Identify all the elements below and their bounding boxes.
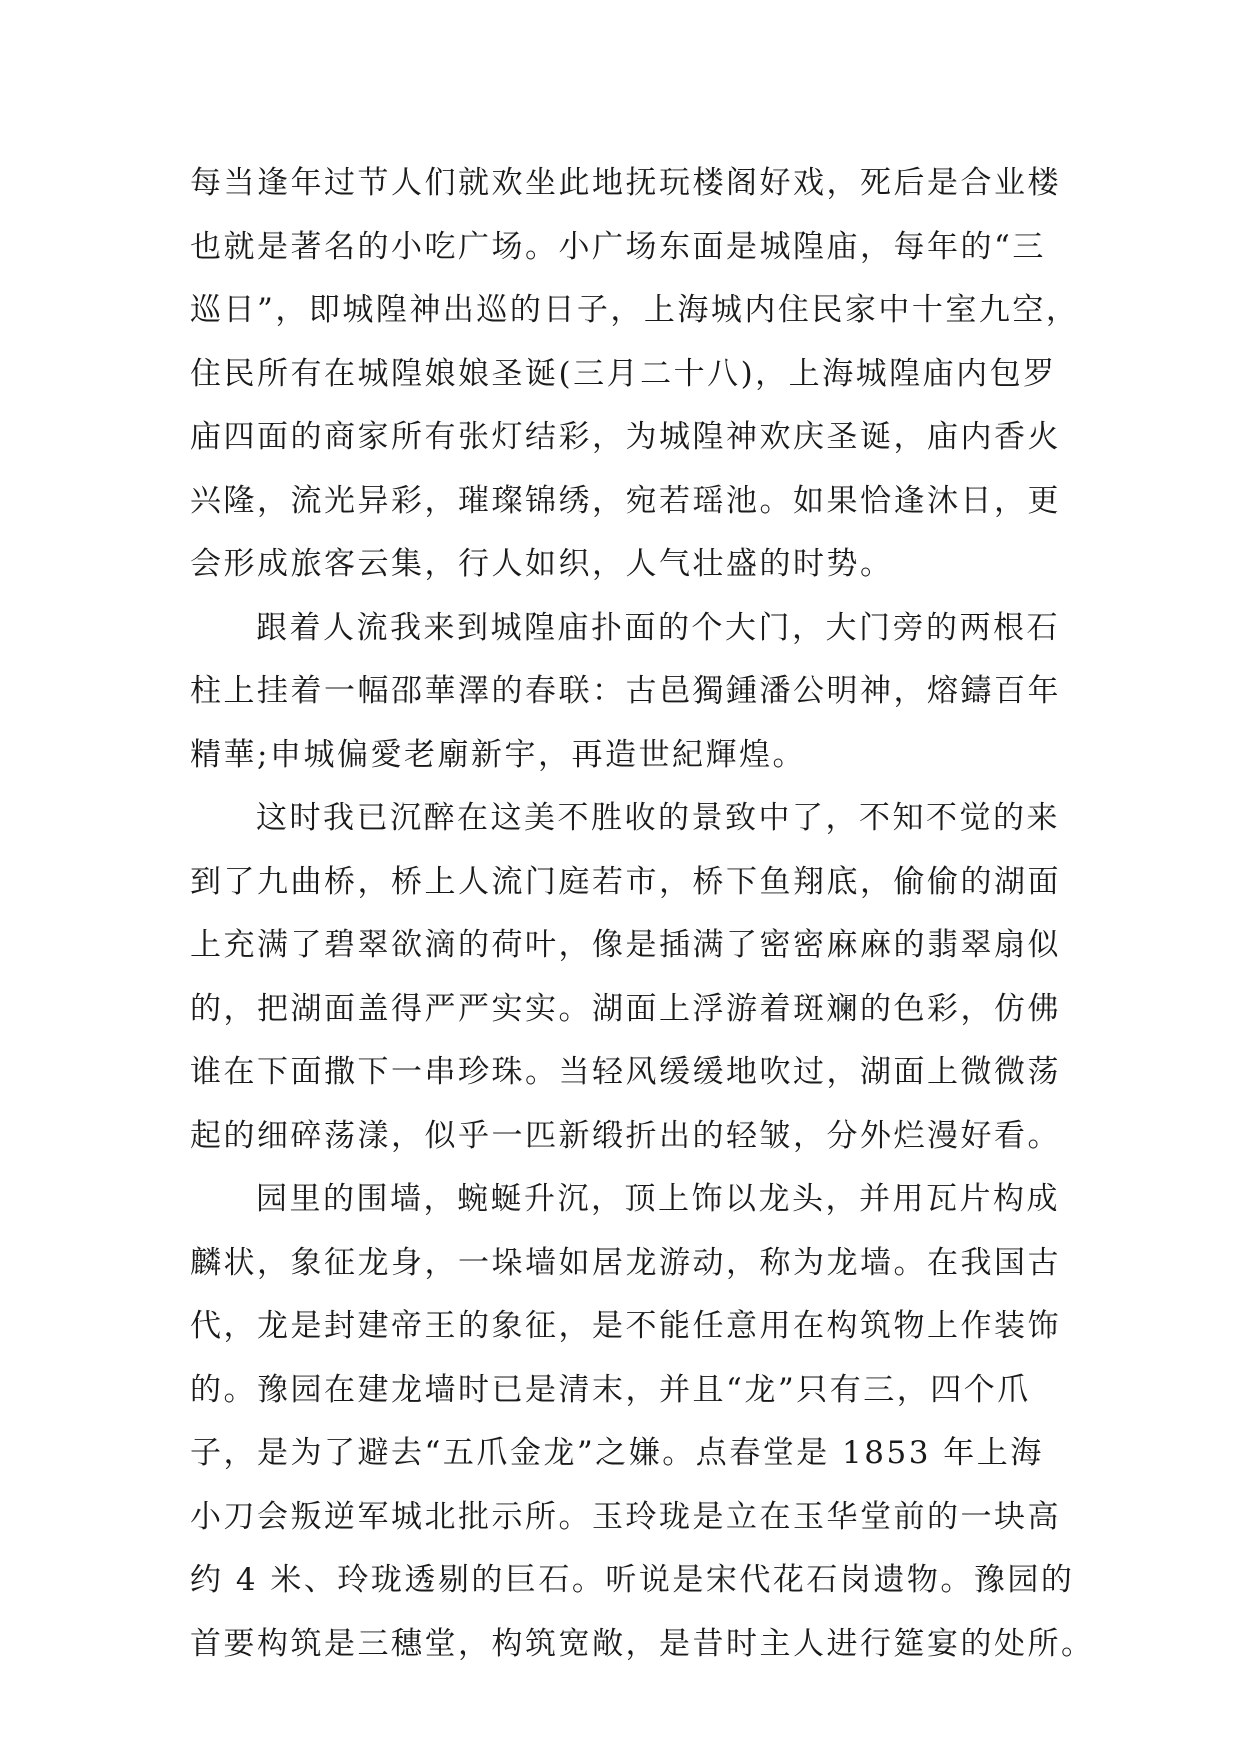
text-line: 住民所有在城隍娘娘圣诞(三月二十八)，上海城隍庙内包罗 [190,355,1057,392]
text-line: 约 4 米、玲珑透剔的巨石。听说是宋代花石岗遗物。豫园的 [190,1562,1075,1598]
text-line: 也就是著名的小吃广场。小广场东面是城隍庙，每年的“三 [190,228,1046,265]
text-line: 麟状，象征龙身，一垛墙如居龙游动，称为龙墙。在我国古 [190,1244,1061,1281]
text-line: 首要构筑是三穗堂，构筑宽敞，是昔时主人进行筵宴的处所。 [190,1625,1095,1662]
text-line: 兴隆，流光异彩，璀璨锦绣，宛若瑶池。如果恰逢沐日，更 [190,482,1061,519]
text-line: 巡日”，即城隍神出巡的日子，上海城内住民家中十室九空， [190,292,1080,328]
text-line: 柱上挂着一幅邵華澤的春联：古邑獨鍾潘公明神，熔鑄百年 [190,673,1061,709]
text-line: 上充满了碧翠欲滴的荷叶，像是插满了密密麻麻的翡翠扇似 [190,927,1061,963]
paragraph-first-line: 这时我已沉醉在这美不胜收的景致中了，不知不觉的来 [256,800,1060,836]
text-line: 的，把湖面盖得严严实实。湖面上浮游着斑斓的色彩，仿佛 [190,990,1061,1027]
text-line: 代，龙是封建帝王的象征，是不能任意用在构筑物上作装饰 [190,1308,1061,1344]
paragraph-first-line: 跟着人流我来到城隍庙扑面的个大门，大门旁的两根石 [256,609,1060,646]
text-line: 到了九曲桥，桥上人流门庭若市，桥下鱼翔底，偷偷的湖面 [190,863,1061,900]
text-line: 起的细碎荡漾，似乎一匹新缎折出的轻皱，分外烂漫好看。 [190,1117,1061,1154]
text-line: 子，是为了避去“五爪金龙”之嫌。点春堂是 1853 年上海 [190,1435,1044,1471]
text-line: 精華;申城偏愛老廟新宇，再造世紀輝煌。 [190,736,806,773]
paragraph-first-line: 园里的围墙，蜿蜒升沉，顶上饰以龙头，并用瓦片构成 [256,1181,1060,1217]
text-line: 会形成旅客云集，行人如织，人气壮盛的时势。 [190,546,894,582]
text-line: 谁在下面撒下一串珍珠。当轻风缓缓地吹过，湖面上微微荡 [190,1054,1061,1090]
text-line: 庙四面的商家所有张灯结彩，为城隍神欢庆圣诞，庙内香火 [190,419,1061,455]
text-line: 每当逢年过节人们就欢坐此地抚玩楼阁好戏，死后是合业楼 [190,165,1061,201]
text-line: 小刀会叛逆军城北批示所。玉玲珑是立在玉华堂前的一块高 [190,1498,1061,1535]
document-body [190,152,1095,1676]
text-line: 的。豫园在建龙墙时已是清末，并且“龙”只有三，四个爪 [190,1371,1031,1408]
